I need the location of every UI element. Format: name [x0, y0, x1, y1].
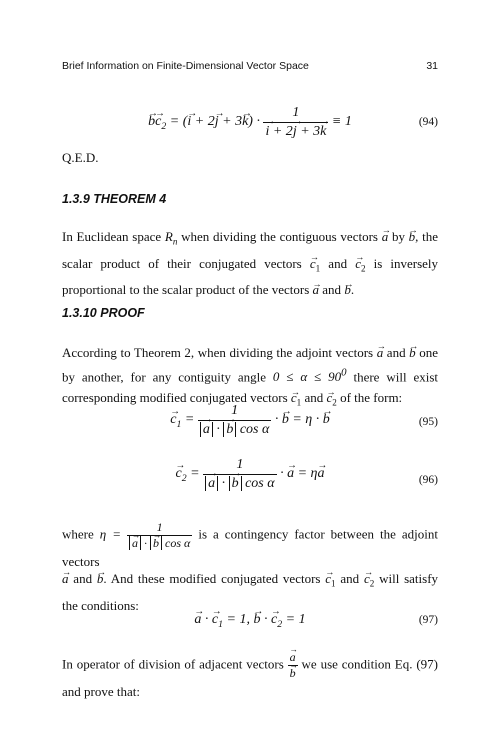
equation-95: → $c_1$ = 1 → a · → b cos α · → b = η · → b (95) — [62, 402, 438, 438]
where-label: where — [62, 526, 94, 542]
equation-94: → $b\to c_2$ = (→ i + 2→ j + 3→ k) · 1 → i + 2→ j + 3→ k ≡ 1 (94) — [62, 104, 438, 140]
proof-text: and — [340, 571, 360, 586]
equation-number-95: (95) — [418, 416, 438, 428]
theorem-text: by — [391, 229, 405, 244]
proof-text: According to Theorem 2, when dividing the adjoint vectors — [62, 345, 374, 360]
theorem-text: is inversely proportional to the scalar product of the vectors — [62, 255, 439, 298]
qed-label: Q.E.D. — [62, 150, 99, 165]
equation-97: → a · → $c_1 = 1$, → b · → $c_2 = 1$ (97) — [62, 612, 438, 630]
theorem-paragraph: In Euclidean space $R_n$ when dividing the contiguous vectors → a by → b, the scalar product of their conjugated vectors → $c_1$ and → $c_2$ is inversely proportional to the scalar product of the vectors → a and → b. — [62, 226, 438, 300]
running-head-title: Brief Information on Finite-Dimensional Vector Space — [62, 60, 309, 72]
proof-text: of the form: — [340, 390, 403, 406]
proof-text: In operator of division of adjacent vectors — [62, 656, 284, 672]
proof-text: we use condition Eq. (97) and prove that: — [62, 656, 438, 699]
proof-heading: 1.3.10 PROOF — [62, 306, 145, 320]
proof-text: one by another, for any contiguity angle — [62, 345, 439, 385]
proof-text: will satisfy the conditions: — [62, 571, 439, 613]
where-line: where η = 1 → a · → b cos α is a contingency factor between the adjoint vectors — [62, 520, 438, 572]
proof-text: and — [73, 571, 93, 586]
proof-text: . And these modified conjugated vectors — [103, 571, 321, 586]
proof-paragraph-1: According to Theorem 2, when dividing the adjoint vectors → a and → b one by another, for any contiguity angle $0 \le \alpha \le 90^0$ there will exist corresponding modified conjugated vectors → $c_1$ and → $c_2$ of the form: — [62, 342, 438, 414]
equation-96: → $c_2$ = 1 → a · → b cos α · → a = η→ a (96) — [62, 456, 438, 492]
theorem-text: In Euclidean space — [62, 229, 162, 244]
equation-number-96: (96) — [418, 474, 438, 486]
equation-number-94: (94) — [418, 116, 438, 128]
proof-paragraph-2: → a and → b. And these modified conjugated vectors → $c_1$ and → $c_2$ will satisfy the conditions: — [62, 568, 438, 616]
page-number: 31 — [426, 60, 438, 72]
proof-paragraph-3: In operator of division of adjacent vectors → a → b we use condition Eq. (97) and prove that: — [62, 650, 438, 702]
equation-number-97: (97) — [418, 614, 438, 626]
proof-text: and — [386, 345, 406, 360]
theorem-text: when dividing the contiguous vectors — [181, 229, 378, 244]
theorem-text: and — [328, 255, 348, 271]
where-text: is a contingency factor between the adjoint vectors — [62, 526, 438, 569]
running-head — [62, 60, 438, 72]
proof-text: and — [304, 390, 324, 406]
proof-text: there will exist corresponding modified conjugated vectors — [62, 369, 439, 406]
theorem-text: . — [350, 282, 355, 298]
theorem-heading: 1.3.9 THEOREM 4 — [62, 192, 167, 206]
theorem-text: and — [322, 282, 342, 298]
theorem-text: , the scalar product of their conjugated vectors — [62, 229, 439, 271]
